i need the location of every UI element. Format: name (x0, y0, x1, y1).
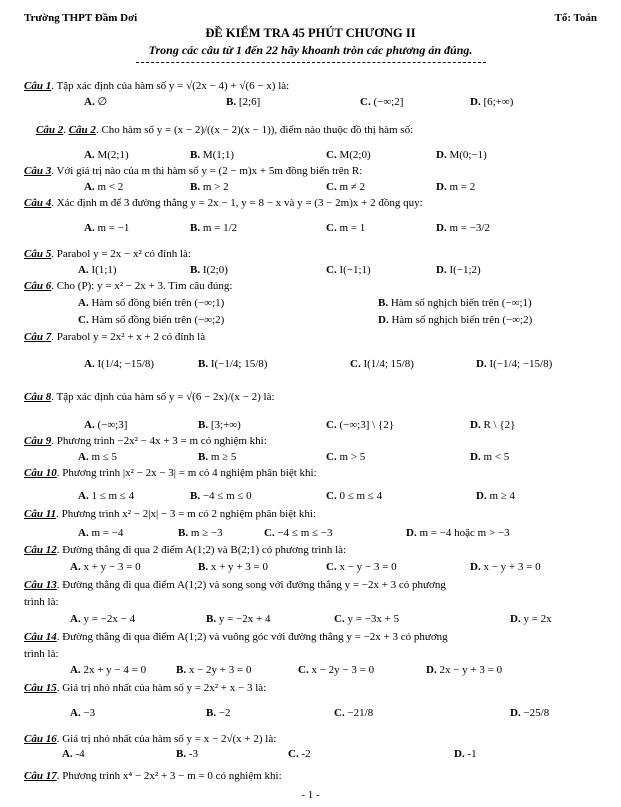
option-letter: D. (436, 149, 447, 161)
answer-option (436, 149, 487, 162)
answer-option (476, 358, 552, 371)
line-text: . Đường thẳng đi qua 2 điểm A(1;2) và B(2;1) có phương trình là: (56, 544, 347, 556)
option-letter: A. (70, 613, 81, 625)
option-letter: A. (84, 358, 95, 370)
answer-option (360, 96, 403, 109)
line-text: m ≤ 5 (88, 451, 118, 463)
answer-option (510, 707, 549, 720)
question-text-line (24, 596, 59, 609)
question-number: Câu 1 (24, 80, 52, 92)
line-text: [2;6] (236, 96, 261, 108)
line-text: . Phương trình x² − 2|x| − 3 = m có 2 nghiệm phân biệt khi: (56, 508, 317, 520)
option-letter: C. (326, 222, 337, 234)
option-letter: A. (70, 561, 81, 573)
answer-option (334, 707, 373, 720)
question-line (24, 544, 346, 557)
line-text: m = 2 (446, 181, 476, 193)
option-letter: B. (198, 451, 209, 463)
answer-option (70, 664, 146, 677)
line-text: M(2;0) (336, 149, 371, 161)
line-text: −4 ≤ m ≤ 0 (200, 490, 252, 502)
answer-option (84, 149, 129, 162)
option-letter: C. (326, 451, 337, 463)
answer-option (84, 222, 129, 235)
line-text: . Tập xác định của hàm số y = √(6 − 2x)/(x − 2) là: (51, 391, 275, 403)
answer-option (426, 664, 502, 677)
line-text: I(−1/4; 15/8) (208, 358, 268, 370)
line-text: m = −1 (94, 222, 130, 234)
line-text: x − y + 3 = 0 (480, 561, 541, 573)
answer-option (84, 181, 123, 194)
line-text: 1 ≤ m ≤ 4 (88, 490, 135, 502)
answer-option (62, 748, 85, 761)
option-letter: B. (190, 222, 201, 234)
department-name: Tổ: Toán (554, 12, 597, 24)
option-letter: C. (298, 664, 309, 676)
answer-option (406, 527, 510, 540)
option-letter: D. (378, 314, 389, 326)
line-text: . (63, 124, 69, 136)
answer-option (176, 664, 251, 677)
question-line (24, 197, 423, 210)
line-text: m < 2 (94, 181, 124, 193)
line-text: M(0;−1) (446, 149, 487, 161)
answer-option (326, 149, 371, 162)
question-line (24, 467, 317, 480)
question-number: Câu 2 (36, 124, 64, 136)
option-letter: D. (436, 181, 447, 193)
option-letter: C. (360, 96, 371, 108)
option-letter: B. (178, 527, 189, 539)
line-text: ∅ (94, 96, 108, 108)
option-letter: D. (470, 419, 481, 431)
school-name: Trường THPT Đầm Dơi (24, 12, 138, 24)
question-number: Câu 15 (24, 682, 57, 694)
question-line (24, 331, 205, 344)
answer-option (334, 613, 399, 626)
line-text: m = 1 (336, 222, 366, 234)
line-text: −25/8 (520, 707, 550, 719)
question-number: Câu 2 (68, 124, 96, 136)
line-text: I(−1;1) (336, 264, 371, 276)
option-letter: C. (326, 561, 337, 573)
answer-option (198, 561, 268, 574)
answer-option (206, 613, 270, 626)
line-text: . Parabol y = 2x − x² có đỉnh là: (51, 248, 191, 260)
option-letter: B. (198, 358, 209, 370)
line-text: m > 2 (200, 181, 229, 193)
option-letter: D. (470, 451, 481, 463)
answer-option (470, 419, 515, 432)
answer-option (190, 149, 234, 162)
exam-instructions: Trong các câu từ 1 đến 22 hãy khoanh tròn các phương án đúng. (148, 43, 473, 57)
option-letter: B. (378, 297, 389, 309)
option-letter: B. (198, 419, 209, 431)
option-letter: D. (426, 664, 437, 676)
question-number: Câu 9 (24, 435, 52, 447)
option-letter: A. (78, 527, 89, 539)
option-letter: A. (78, 297, 89, 309)
line-text: R \ {2} (480, 419, 516, 431)
question-number: Câu 11 (24, 508, 57, 520)
option-letter: A. (78, 451, 89, 463)
answer-option (78, 297, 224, 310)
question-text-line (24, 648, 59, 661)
option-letter: C. (334, 613, 345, 625)
line-text: . Cho hàm số y = (x − 2)/((x − 2)(x − 1)), điểm nào thuộc đồ thị hàm số: (95, 124, 414, 136)
line-text: . Giá trị nhỏ nhất của hàm số y = x − 2√(x + 2) là: (56, 733, 277, 745)
question-line (24, 165, 362, 178)
option-letter: C. (326, 181, 337, 193)
answer-option (510, 613, 552, 626)
line-text: y = 2x (520, 613, 552, 625)
option-letter: B. (206, 707, 217, 719)
answer-option (206, 707, 231, 720)
answer-option (326, 264, 371, 277)
question-line (24, 435, 267, 448)
line-text: -2 (298, 748, 311, 760)
answer-option (190, 264, 228, 277)
line-text: x + y + 3 = 0 (208, 561, 268, 573)
line-text: x − 2y − 3 = 0 (308, 664, 375, 676)
option-letter: B. (190, 264, 201, 276)
line-text: I(−1/4; −15/8) (486, 358, 553, 370)
option-letter: B. (176, 748, 187, 760)
line-text: -1 (464, 748, 477, 760)
line-text: trình là: (24, 596, 59, 608)
question-line (24, 579, 446, 592)
option-letter: C. (326, 149, 337, 161)
option-letter: C. (350, 358, 361, 370)
answer-option (198, 358, 267, 371)
answer-option (190, 222, 237, 235)
option-letter: A. (84, 149, 95, 161)
line-text: . Cho (P): y = x² − 2x + 3. Tìm câu đúng: (51, 280, 233, 292)
answer-option (84, 358, 154, 371)
answer-option (190, 490, 252, 503)
option-letter: A. (62, 748, 73, 760)
line-text: y = −2x − 4 (80, 613, 136, 625)
option-letter: C. (334, 707, 345, 719)
answer-option (326, 451, 365, 464)
option-letter: A. (84, 96, 95, 108)
question-line (24, 280, 232, 293)
line-text: m = −4 hoặc m > −3 (416, 527, 510, 539)
question-line (36, 124, 413, 137)
option-letter: C. (78, 314, 89, 326)
option-letter: A. (84, 419, 95, 431)
line-text: Hàm số đồng biến trên (−∞;1) (88, 297, 225, 309)
line-text: x − y − 3 = 0 (336, 561, 397, 573)
line-text: (−∞;2] (370, 96, 404, 108)
option-letter: A. (78, 264, 89, 276)
question-number: Câu 17 (24, 770, 57, 782)
option-letter: A. (70, 707, 81, 719)
line-text: . Parabol y = 2x² + x + 2 có đỉnh là (51, 331, 206, 343)
line-text: 2x + y − 4 = 0 (80, 664, 147, 676)
line-text: (−∞;3] (94, 419, 128, 431)
answer-option (378, 314, 532, 327)
line-text: [6;+∞) (480, 96, 514, 108)
option-letter: A. (84, 181, 95, 193)
line-text: m ≥ 5 (208, 451, 237, 463)
line-text: I(−1;2) (446, 264, 481, 276)
option-letter: D. (470, 561, 481, 573)
answer-option (436, 222, 490, 235)
answer-option (378, 297, 532, 310)
line-text: . Đường thẳng đi qua điểm A(1;2) và vuông góc với đường thẳng y = −2x + 3 có phương (56, 631, 448, 643)
question-number: Câu 8 (24, 391, 52, 403)
line-text: m < 5 (480, 451, 510, 463)
exam-title: ĐỀ KIỂM TRA 45 PHÚT CHƯƠNG II (205, 26, 416, 40)
line-text: I(1/4; 15/8) (360, 358, 414, 370)
option-letter: B. (198, 561, 209, 573)
question-line (24, 733, 276, 746)
answer-option (454, 748, 477, 761)
line-text: x + y − 3 = 0 (80, 561, 141, 573)
line-text: Hàm số nghịch biến trên (−∞;1) (388, 297, 532, 309)
line-text: . Đường thẳng đi qua điểm A(1;2) và song song với đường thẳng y = −2x + 3 có phương (56, 579, 446, 591)
page-number: - 1 - (301, 789, 320, 801)
option-letter: B. (190, 149, 201, 161)
line-text: −3 (80, 707, 96, 719)
answer-option (326, 222, 365, 235)
answer-option (470, 96, 513, 109)
question-line (24, 248, 191, 261)
question-number: Câu 16 (24, 733, 57, 745)
line-text: Hàm số đồng biến trên (−∞;2) (88, 314, 225, 326)
answer-option (198, 451, 236, 464)
line-text: I(1;1) (88, 264, 117, 276)
question-number: Câu 6 (24, 280, 52, 292)
line-text: . Giá trị nhỏ nhất của hàm số y = 2x² + x − 3 là: (56, 682, 267, 694)
line-text: trình là: (24, 648, 59, 660)
line-text: −21/8 (344, 707, 374, 719)
answer-option (198, 419, 241, 432)
option-letter: A. (70, 664, 81, 676)
line-text: . Phương trình |x² − 2x − 3| = m có 4 nghiệm phân biệt khi: (56, 467, 317, 479)
option-letter: B. (176, 664, 187, 676)
question-line (24, 682, 266, 695)
option-letter: D. (510, 707, 521, 719)
answer-option (70, 561, 141, 574)
line-text: I(1/4; −15/8) (94, 358, 155, 370)
answer-option (178, 527, 223, 540)
line-text: 0 ≤ m ≤ 4 (336, 490, 383, 502)
line-text: 2x − y + 3 = 0 (436, 664, 503, 676)
line-text: m > 5 (336, 451, 366, 463)
option-letter: D. (436, 222, 447, 234)
answer-option (470, 561, 541, 574)
option-letter: B. (190, 181, 201, 193)
line-text: m ≠ 2 (336, 181, 366, 193)
answer-option (298, 664, 374, 677)
line-text: −4 ≤ m ≤ −3 (274, 527, 333, 539)
line-text: m ≥ 4 (486, 490, 516, 502)
line-text: M(1;1) (200, 149, 235, 161)
line-text: m = −4 (88, 527, 124, 539)
option-letter: D. (476, 358, 487, 370)
line-text: m = −3/2 (446, 222, 490, 234)
line-text: -4 (72, 748, 85, 760)
question-number: Câu 14 (24, 631, 57, 643)
answer-option (78, 314, 224, 327)
option-letter: A. (78, 490, 89, 502)
answer-option (78, 451, 117, 464)
line-text: . Phương trình x⁴ − 2x² + 3 − m = 0 có nghiệm khi: (56, 770, 282, 782)
option-letter: C. (264, 527, 275, 539)
line-text: m ≥ −3 (188, 527, 223, 539)
question-number: Câu 7 (24, 331, 52, 343)
option-letter: B. (190, 490, 201, 502)
line-text: . Xác định m để 3 đường thẳng y = 2x − 1, y = 8 − x và y = (3 − 2m)x + 2 đồng quy: (51, 197, 423, 209)
answer-option (436, 264, 481, 277)
line-text: Hàm số nghịch biến trên (−∞;2) (388, 314, 533, 326)
answer-option (226, 96, 260, 109)
line-text: (−∞;3] \ {2} (336, 419, 394, 431)
answer-option (326, 419, 394, 432)
option-letter: B. (226, 96, 237, 108)
answer-option (476, 490, 515, 503)
line-text: y = −3x + 5 (344, 613, 400, 625)
line-text: . Với giá trị nào của m thì hàm số y = (2 − m)x + 5m đồng biến trên R: (51, 165, 363, 177)
line-text: -3 (186, 748, 199, 760)
question-line (24, 631, 448, 644)
question-number: Câu 12 (24, 544, 57, 556)
question-number: Câu 4 (24, 197, 52, 209)
question-number: Câu 13 (24, 579, 57, 591)
line-text: . Tập xác định của hàm số y = √(2x − 4) + √(6 − x) là: (51, 80, 290, 92)
option-letter: D. (510, 613, 521, 625)
option-letter: D. (406, 527, 417, 539)
answer-option (84, 96, 107, 109)
option-letter: A. (84, 222, 95, 234)
answer-option (350, 358, 414, 371)
answer-option (78, 527, 123, 540)
option-letter: D. (454, 748, 465, 760)
answer-option (78, 490, 134, 503)
line-text: y = −2x + 4 (216, 613, 271, 625)
answer-option (176, 748, 198, 761)
answer-option (470, 451, 509, 464)
line-text: . Phương trình −2x² − 4x + 3 = m có nghiệm khi: (51, 435, 267, 447)
answer-option (78, 264, 117, 277)
line-text: x − 2y + 3 = 0 (186, 664, 252, 676)
option-letter: C. (326, 264, 337, 276)
option-letter: B. (206, 613, 217, 625)
line-text: I(2;0) (200, 264, 228, 276)
option-letter: C. (288, 748, 299, 760)
option-letter: C. (326, 419, 337, 431)
question-line (24, 508, 316, 521)
title-divider (136, 62, 486, 63)
answer-option (326, 561, 397, 574)
option-letter: D. (470, 96, 481, 108)
answer-option (70, 613, 135, 626)
answer-option (326, 181, 365, 194)
line-text: [3;+∞) (208, 419, 241, 431)
answer-option (190, 181, 229, 194)
option-letter: D. (476, 490, 487, 502)
question-line (24, 770, 282, 783)
question-line (24, 80, 289, 93)
question-number: Câu 3 (24, 165, 52, 177)
question-number: Câu 10 (24, 467, 57, 479)
option-letter: D. (436, 264, 447, 276)
question-line (24, 391, 275, 404)
answer-option (288, 748, 311, 761)
answer-option (70, 707, 95, 720)
answer-option (326, 490, 382, 503)
answer-option (264, 527, 333, 540)
line-text: m = 1/2 (200, 222, 238, 234)
answer-option (436, 181, 475, 194)
option-letter: C. (326, 490, 337, 502)
line-text: M(2;1) (94, 149, 129, 161)
line-text: −2 (216, 707, 231, 719)
answer-option (84, 419, 127, 432)
question-number: Câu 5 (24, 248, 52, 260)
